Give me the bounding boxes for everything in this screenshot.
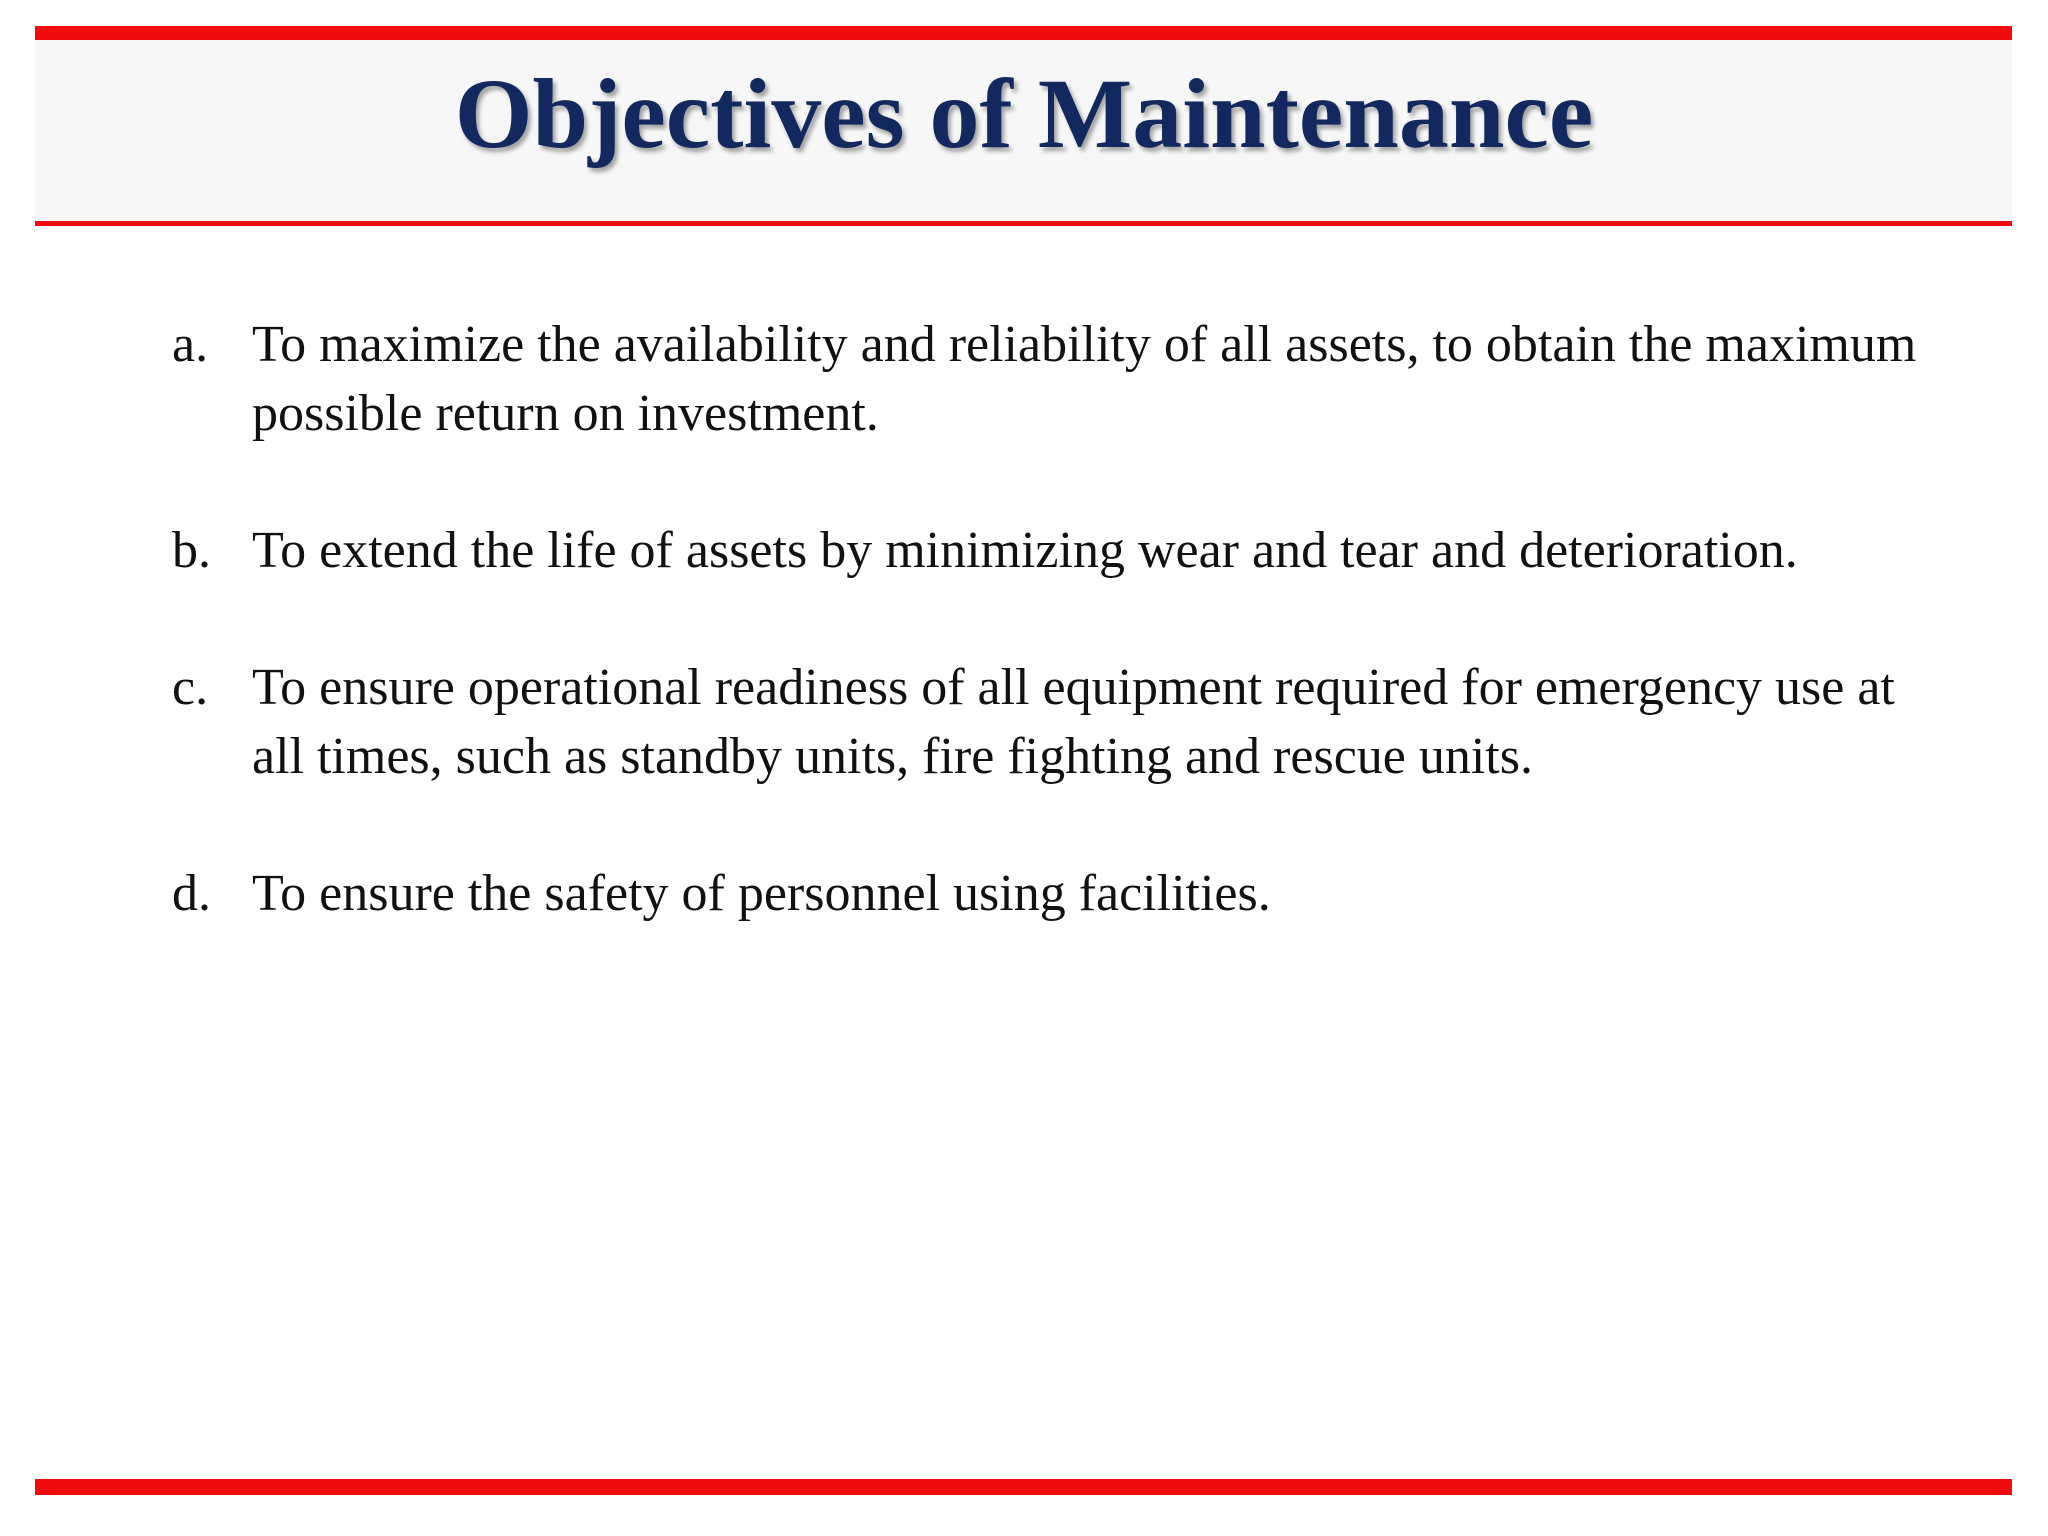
- objective-item-b: [172, 516, 1932, 585]
- objective-item-a: [172, 310, 1932, 448]
- objective-text: To ensure operational readiness of all equipment required for emergency use at all times, such as standby units, fire fighting and rescue units.: [252, 659, 1895, 785]
- title-underline-rule: [35, 221, 2012, 226]
- slide-title: Objectives of Maintenance: [454, 58, 1594, 169]
- top-red-rule: [35, 26, 2012, 40]
- objective-marker: b.: [172, 522, 211, 579]
- objective-text: To ensure the safety of personnel using facilities.: [252, 865, 1271, 922]
- objective-text: To extend the life of assets by minimizing wear and tear and deterioration.: [252, 522, 1798, 579]
- objective-text: To maximize the availability and reliability of all assets, to obtain the maximum possible return on investment.: [252, 316, 1917, 442]
- objective-marker: a.: [172, 316, 209, 373]
- objective-marker: c.: [172, 659, 209, 716]
- objective-marker: d.: [172, 865, 211, 922]
- objective-item-d: [172, 859, 1932, 928]
- objective-item-c: [172, 653, 1932, 791]
- objectives-list: [172, 310, 1932, 996]
- bottom-red-rule: [35, 1479, 2012, 1495]
